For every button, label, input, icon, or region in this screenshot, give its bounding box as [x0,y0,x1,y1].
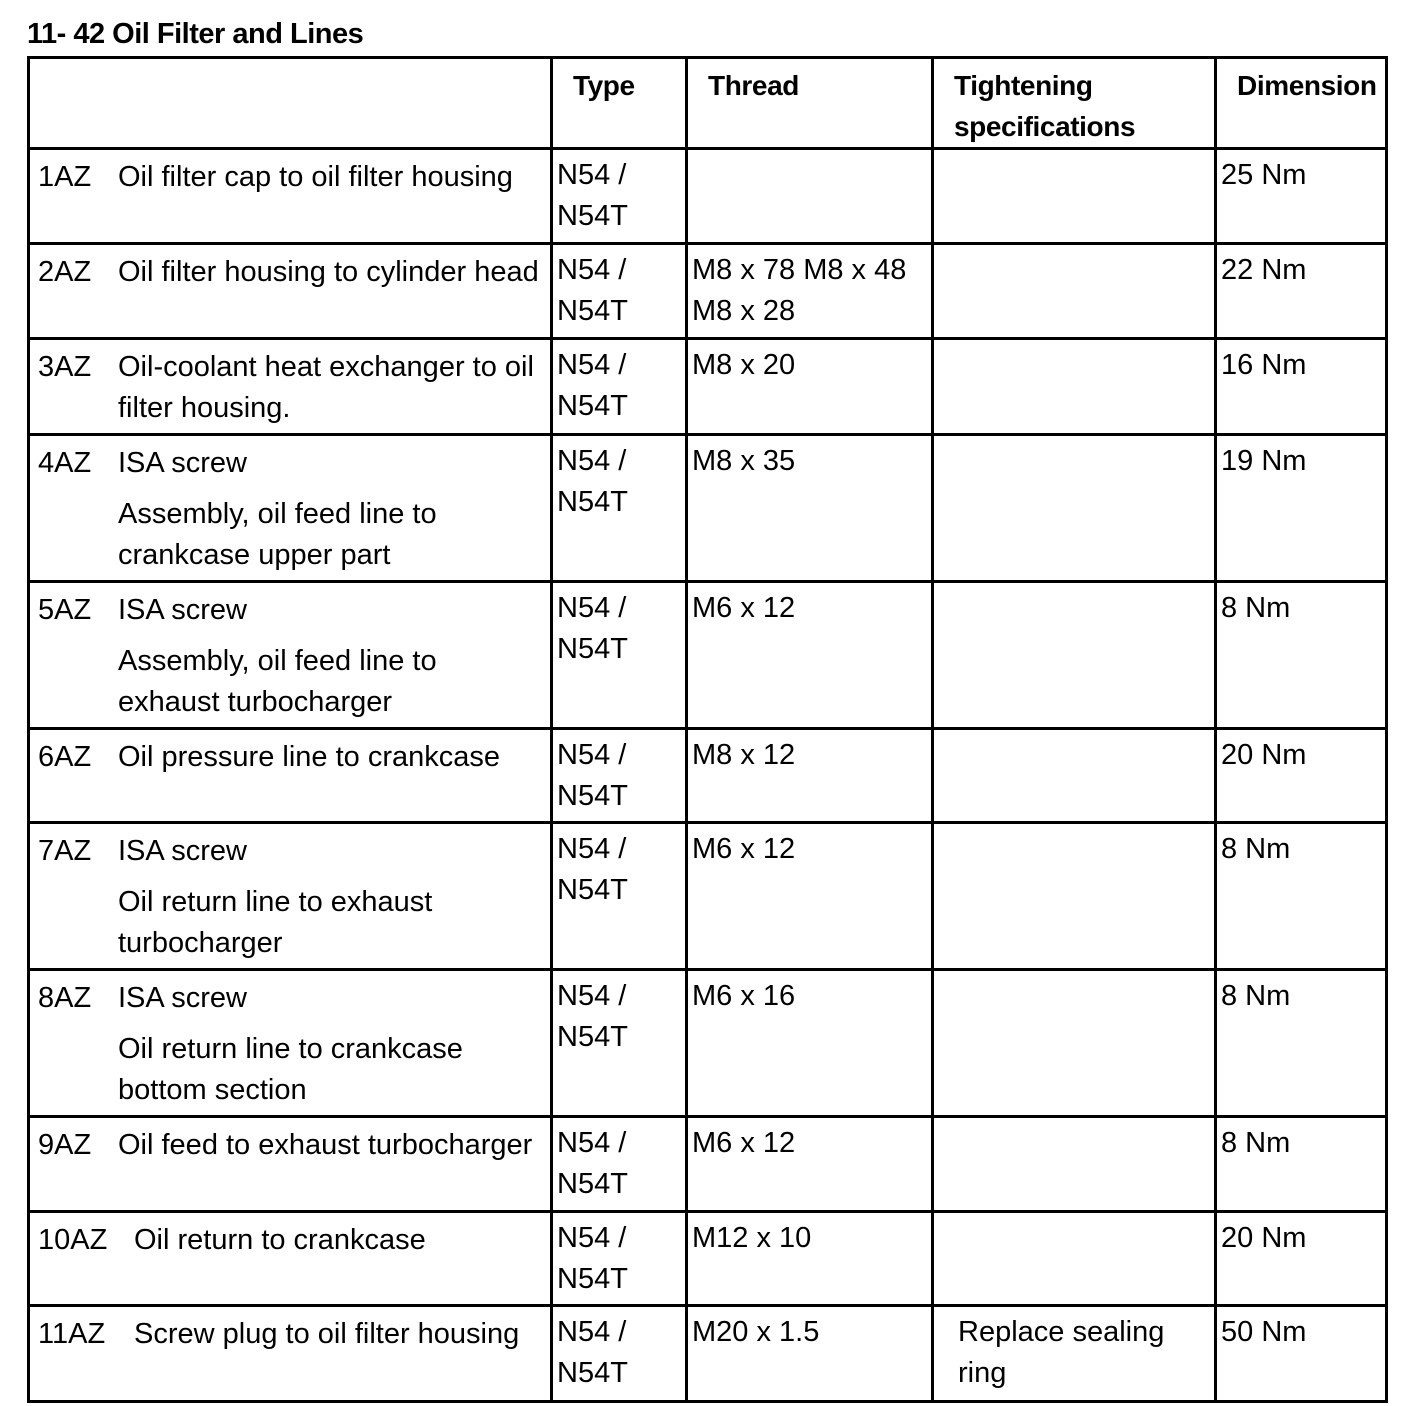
item-cell [29,823,552,970]
thread-cell: M8 x 78 M8 x 48 M8 x 28 [687,244,933,339]
table-row [29,582,1387,729]
item-code: 5AZ [38,594,92,626]
item-code: 10AZ [38,1224,108,1256]
type-cell: N54 / N54T [552,1117,687,1212]
item-code: 11AZ [38,1318,106,1350]
item-description [118,831,544,964]
tightening-cell [933,823,1216,970]
description-line: Oil filter cap to oil filter housing [118,161,513,193]
table-row [29,729,1387,823]
table-row [29,435,1387,582]
description-line: Oil feed to exhaust turbocharger [118,1129,533,1161]
table-row [29,339,1387,435]
description-line: Oil-coolant heat exchanger to oil filter housing. [118,351,534,424]
table-row [29,1117,1387,1212]
description-line: Oil return line to exhaust turbocharger [118,886,433,959]
table-row [29,970,1387,1117]
header-tightening-specifications: Tightening specifications [933,58,1216,149]
thread-cell: M6 x 16 [687,970,933,1117]
item-cell [29,339,552,435]
type-cell: N54 / N54T [552,244,687,339]
item-description [118,978,544,1111]
item-description [118,737,544,778]
thread-cell: M12 x 10 [687,1212,933,1306]
description-line: ISA screw [118,594,247,626]
item-code: 2AZ [38,256,92,288]
description-line: Oil pressure line to crankcase [118,741,500,773]
description-line: Oil return line to crankcase bottom section [118,1033,463,1106]
description-line: Oil return to crankcase [134,1224,426,1256]
thread-cell: M8 x 12 [687,729,933,823]
description-line: Screw plug to oil filter housing [134,1318,520,1350]
description-line: ISA screw [118,982,247,1014]
type-cell: N54 / N54T [552,339,687,435]
item-code: 8AZ [38,982,92,1014]
item-description [118,590,544,723]
type-cell: N54 / N54T [552,582,687,729]
table-header-row [29,58,1387,149]
tightening-cell [933,1212,1216,1306]
dimension-cell: 8 Nm [1216,823,1387,970]
item-code: 7AZ [38,835,92,867]
item-code: 4AZ [38,447,92,479]
dimension-cell: 20 Nm [1216,729,1387,823]
thread-cell: M8 x 35 [687,435,933,582]
type-cell: N54 / N54T [552,1212,687,1306]
item-code: 9AZ [38,1129,92,1161]
item-description [118,252,544,293]
tightening-cell [933,244,1216,339]
tightening-cell [933,435,1216,582]
type-cell: N54 / N54T [552,149,687,244]
description-line: Assembly, oil feed line to crankcase upper part [118,498,437,571]
tightening-cell [933,582,1216,729]
item-description [118,347,544,429]
item-code: 3AZ [38,351,92,383]
dimension-cell: 8 Nm [1216,1117,1387,1212]
tightening-cell [933,149,1216,244]
tightening-cell: Replace sealing ring [933,1306,1216,1402]
item-code: 6AZ [38,741,92,773]
item-cell [29,244,552,339]
item-cell [29,1212,552,1306]
item-cell [29,729,552,823]
table-row [29,244,1387,339]
item-cell [29,970,552,1117]
description-line: ISA screw [118,447,247,479]
dimension-cell: 16 Nm [1216,339,1387,435]
thread-cell: M6 x 12 [687,582,933,729]
thread-cell [687,149,933,244]
type-cell: N54 / N54T [552,823,687,970]
header-dimension: Dimension [1216,58,1387,149]
dimension-cell: 8 Nm [1216,970,1387,1117]
header-item [29,58,552,149]
item-description [134,1314,544,1355]
item-cell [29,582,552,729]
item-description [118,1125,544,1166]
dimension-cell: 20 Nm [1216,1212,1387,1306]
description-line: Assembly, oil feed line to exhaust turbocharger [118,645,437,718]
item-cell [29,1117,552,1212]
type-cell: N54 / N54T [552,970,687,1117]
item-code: 1AZ [38,161,92,193]
dimension-cell: 50 Nm [1216,1306,1387,1402]
table-row [29,149,1387,244]
torque-spec-table [27,56,1388,1403]
dimension-cell: 22 Nm [1216,244,1387,339]
item-description [118,157,544,198]
tightening-cell [933,1117,1216,1212]
tightening-cell [933,339,1216,435]
dimension-cell: 25 Nm [1216,149,1387,244]
table-row [29,1306,1387,1402]
item-cell [29,435,552,582]
header-thread: Thread [687,58,933,149]
header-type: Type [552,58,687,149]
page-title: 11- 42 Oil Filter and Lines [27,18,364,50]
thread-cell: M6 x 12 [687,823,933,970]
table-row [29,1212,1387,1306]
thread-cell: M8 x 20 [687,339,933,435]
dimension-cell: 19 Nm [1216,435,1387,582]
tightening-cell [933,970,1216,1117]
tightening-cell [933,729,1216,823]
description-line: Oil filter housing to cylinder head [118,256,539,288]
type-cell: N54 / N54T [552,729,687,823]
thread-cell: M6 x 12 [687,1117,933,1212]
item-cell [29,1306,552,1402]
type-cell: N54 / N54T [552,1306,687,1402]
item-description [118,443,544,576]
description-line: ISA screw [118,835,247,867]
dimension-cell: 8 Nm [1216,582,1387,729]
item-description [134,1220,544,1261]
table-row [29,823,1387,970]
thread-cell: M20 x 1.5 [687,1306,933,1402]
item-cell [29,149,552,244]
type-cell: N54 / N54T [552,435,687,582]
